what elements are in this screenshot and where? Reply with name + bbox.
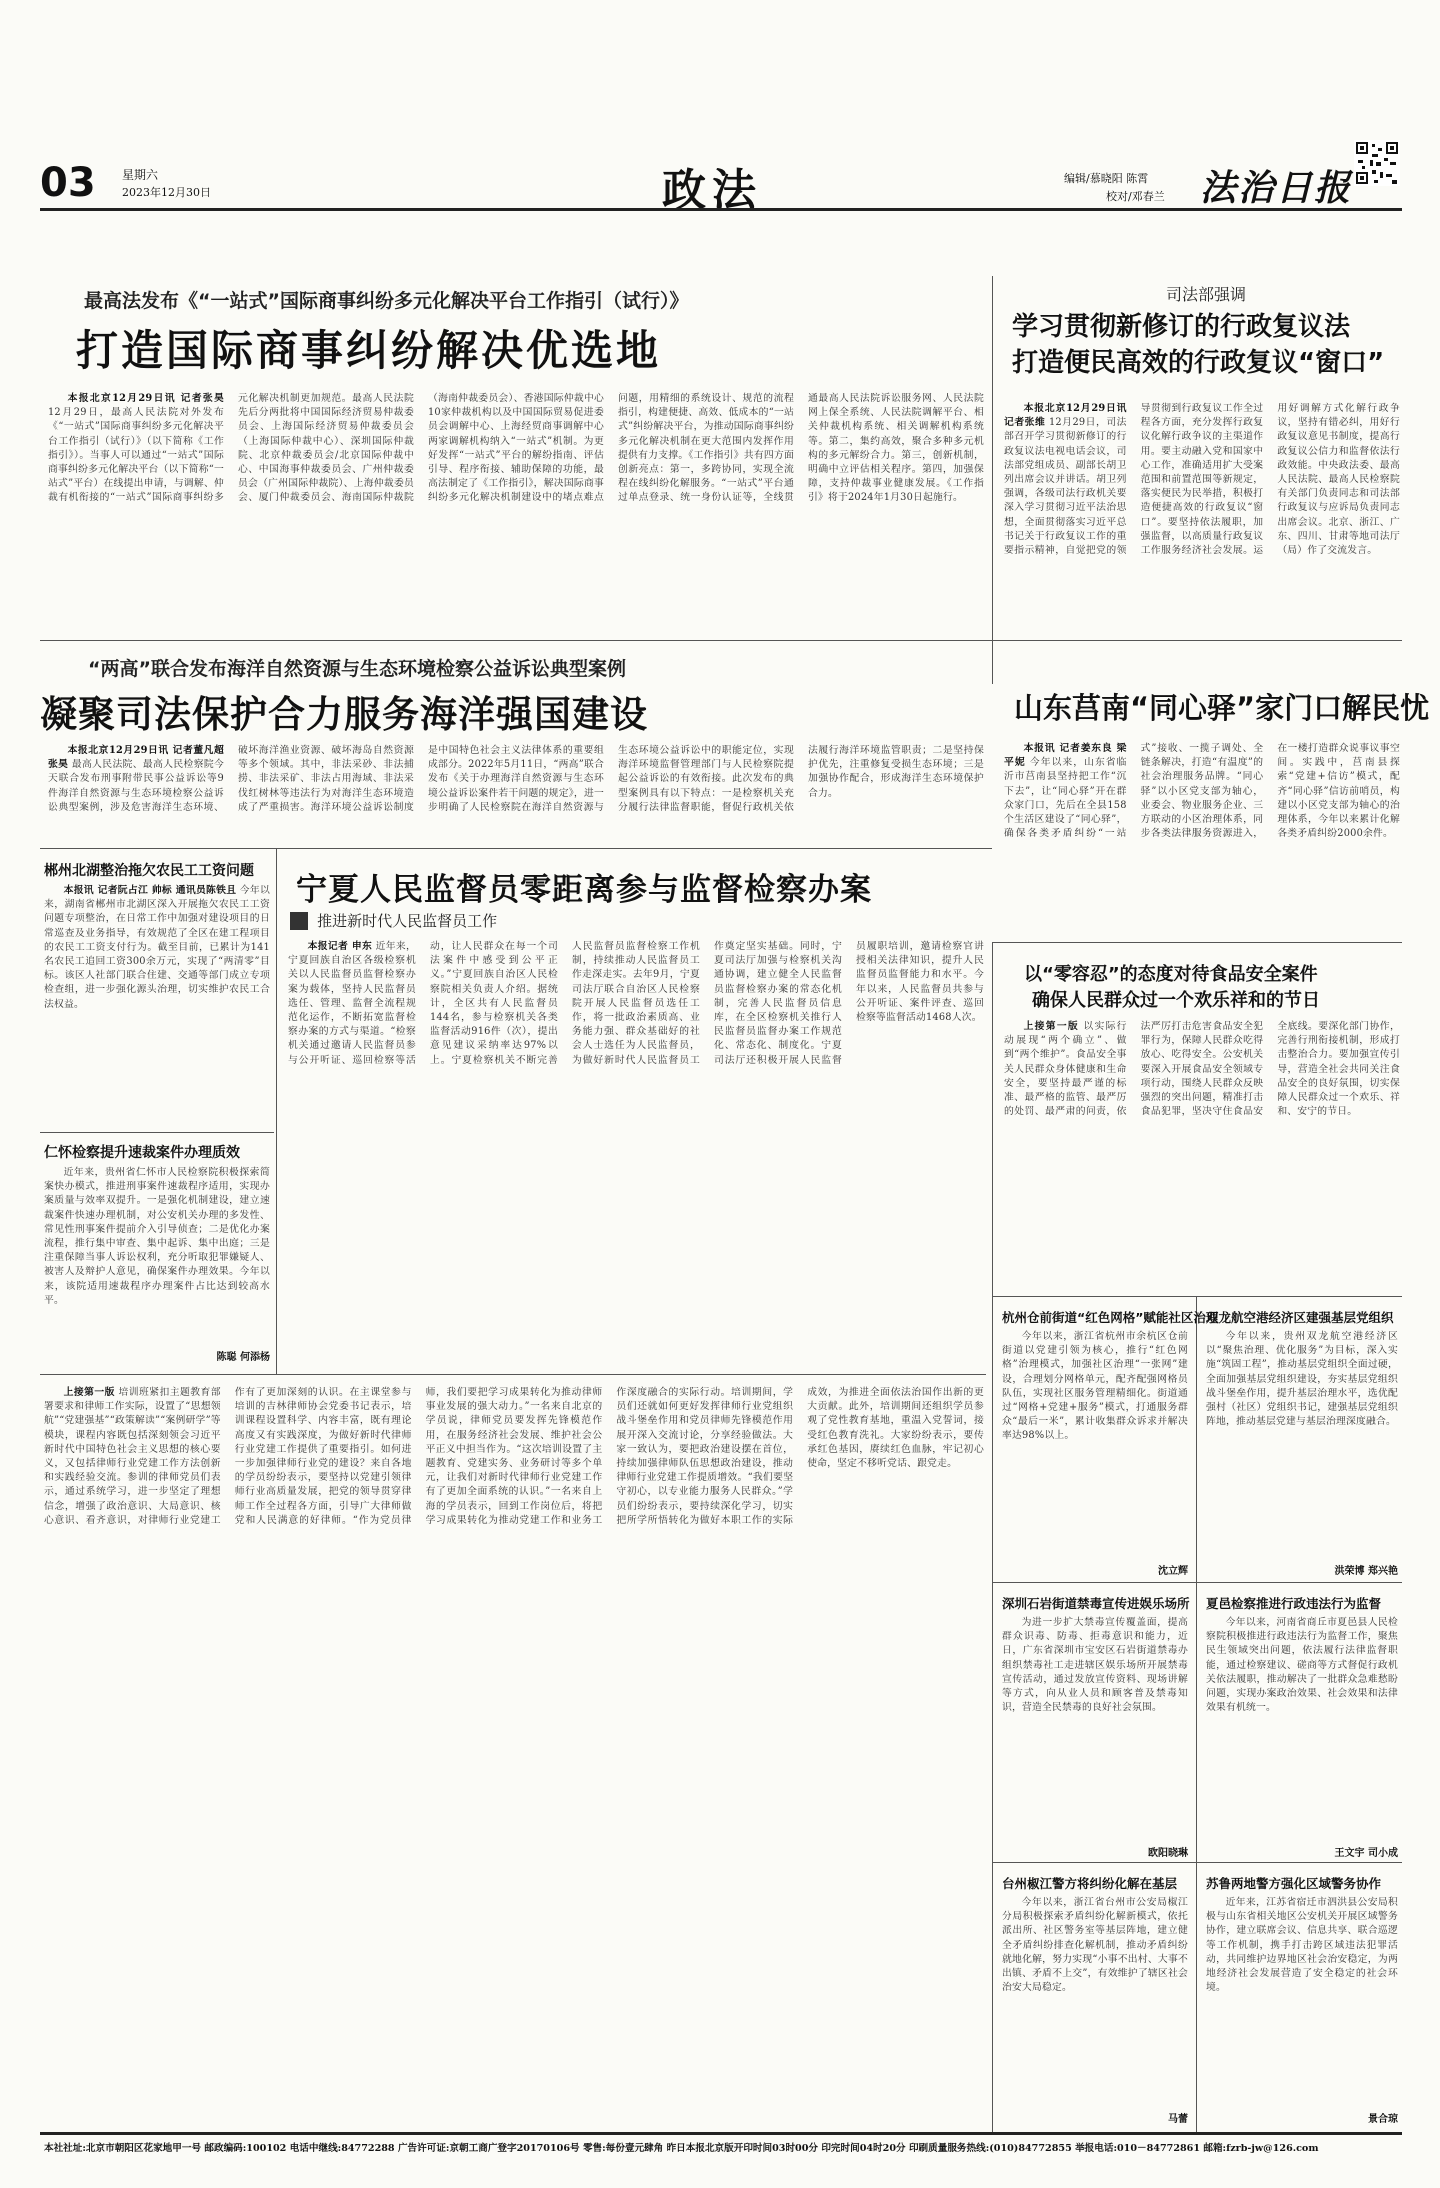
renhuai-body (44, 1166, 270, 1348)
chenzhou-byline: 本报讯 记者阮占江 帅标 通讯员陈铁且 (63, 885, 237, 896)
weekday: 星期六 (122, 168, 159, 182)
lead-kicker: 最高法发布《“一站式”国际商事纠纷多元化解决平台工作指引（试行）》 (84, 290, 689, 312)
ningxia-headline: 宁夏人民监督员零距离参与监督检察办案 (296, 872, 872, 908)
juxian-headline: 山东莒南“同心驿”家门口解民忧 (1014, 691, 1430, 725)
renhuai-text: 近年来，贵州省仁怀市人民检察院积极探索简案快办模式，推进刑事案件速裁程序适用，实现办案质量与效率双提升。一是强化机制建设，建立速裁案件快速办理机制，对公安机关办理的多发性、常见性刑事案件提前介入引导侦查；二是优化办案流程，推行集中审查、集中起诉、集中出庭；三是注重保障当事人诉讼权利，充分听取犯罪嫌疑人、被害人及辩护人意见，确保案件办理效果。今年以来，该院适用速裁程序办理案件占比达到较高水平。 (44, 1167, 270, 1306)
hangzhou-body (1002, 1330, 1188, 1562)
suqian-signoff: 景合琼 (1368, 2114, 1398, 2125)
proof-credit: 校对/邓春兰 (1106, 190, 1165, 203)
rule-2 (40, 848, 992, 849)
col-rule-b (992, 942, 993, 2132)
shuanglong-text: 今年以来，贵州双龙航空港经济区以“聚焦治理、优化服务”为目标，深入实施“筑固工程”，推动基层党组织全面过硬，全面加强基层党组织建设，夯实基层党组织战斗堡垒作用，提升基层治理水平，选优配强村（社区）党组织书记，建强基层党组织阵地，推动基层党建与基层治理深度融合。 (1206, 1331, 1398, 1428)
moj-headline-2: 打造便民高效的行政复议“窗口” (1012, 348, 1385, 378)
xiayi-text: 今年以来，河南省商丘市夏邑县人民检察院积极推进行政违法行为监督工作，聚焦民生领域突出问题，依法履行法律监督职能，通过检察建议、磋商等方式督促行政机关依法履职，推动解决了一批群众急难愁盼问题，实现办案政治效果、社会效果和法律效果有机统一。 (1206, 1617, 1398, 1714)
rule-left-a (40, 1132, 274, 1133)
moj-headline-1: 学习贯彻新修订的行政复议法 (1012, 312, 1351, 342)
taizhou-body (1002, 1896, 1188, 2106)
col-rule-a (276, 848, 277, 1374)
lead-text: 12月29日，最高人民法院对外发布《“一站式”国际商事纠纷多元化解决平台工作指引（试行）》（以下简称《工作指引》）。当事人可以通过“一站式”国际商事纠纷多元化解决平台（以下简称“一站式”平台）在线提出申请，与调解、仲裁有机衔接的“一站式”国际商事纠纷多元化解决机制更加规范。最高人民法院先后分两批将中国国际经济贸易仲裁委员会、上海国际经济贸易仲裁委员会（上海国际仲裁中心）、深圳国际仲裁院、北京仲裁委员会/北京国际仲裁中心、中国海事仲裁委员会、广州仲裁委员会（广州国际仲裁院）、上海仲裁委员会、厦门仲裁委员会、海南国际仲裁院（海南仲裁委员会）、香港国际仲裁中心10家仲裁机构以及中国国际贸易促进委员会调解中心、上海经贸商事调解中心两家调解机构纳入“一站式”机制。为更好发挥“一站式”平台的解纷指南、评估引导、程序衔接、辅助保障的功能，最高法制定了《工作指引》，解决国际商事纠纷多元化解决机制建设中的堵点难点问题，用精细的系统设计、规范的流程指引，构建便捷、高效、低成本的“一站式”纠纷解决平台，为推动国际商事纠纷多元化解决机制在更大范围内发挥作用提供有力支撑。《工作指引》共有四方面创新亮点：第一，多跨协同，实现全流程在线纠纷化解服务。“一站式”平台通过单点登录、统一身份认证等，全线贯通最高人民法院诉讼服务网、人民法院网上保全系统、人民法院调解平台、相关仲裁机构系统、相关调解机构系统等。第二，集约高效，聚合多种多元机构的多元解纷合力。第三，创新机制，明确中立评估相关程序。第四，加强保障，支持仲裁事业健康发展。《工作指引》将于2024年1月30日起施行。 (48, 393, 984, 504)
masthead-rule (40, 208, 1402, 211)
taizhou-signoff: 马蕾 (1168, 2114, 1188, 2125)
food-headline-2: 确保人民群众过一个欢乐祥和的节日 (1032, 990, 1320, 1011)
series-icon (290, 912, 308, 930)
ocean-body (48, 744, 984, 844)
rule-4r (992, 1582, 1402, 1583)
ocean-headline: 凝聚司法保护合力服务海洋强国建设 (40, 693, 648, 736)
suqian-headline: 苏鲁两地警方强化区域警务协作 (1206, 1876, 1382, 1891)
shenzhen-signoff: 欧阳晓琳 (1148, 1848, 1188, 1859)
juxian-body (1004, 742, 1400, 930)
moj-kicker: 司法部强调 (1166, 285, 1247, 304)
newspaper-logo: 法治日报 (1200, 167, 1353, 209)
suqian-text: 近年来，江苏省宿迁市泗洪县公安局积极与山东省相关地区公安机关开展区域警务协作，建立联席会议、信息共享、联合巡逻等工作机制，携手打击跨区域违法犯罪活动，共同维护边界地区社会治安稳定，为两地经济社会发展营造了安全稳定的社会环境。 (1206, 1897, 1398, 1994)
rule-3 (40, 1374, 986, 1375)
hangzhou-signoff: 沈立辉 (1158, 1566, 1188, 1577)
shuanglong-headline: 双龙航空港经济区建强基层党组织 (1206, 1310, 1394, 1325)
shuanglong-body (1206, 1330, 1398, 1562)
food-headline-1: 以“零容忍”的态度对待食品安全案件 (1024, 964, 1318, 985)
renhuai-signoff: 陈聪 何添杨 (216, 1352, 270, 1363)
suqian-body (1206, 1896, 1398, 2106)
rule-5r (992, 1862, 1402, 1863)
editor-credit: 编辑/慕晓阳 陈霄 (1064, 172, 1149, 185)
juxian-byline: 本报讯 记者姜东良 梁平妮 (1004, 743, 1127, 769)
page-number: 03 (40, 160, 96, 206)
training-text: 培训班紧扣主题教育部署要求和律师工作实际，设置了“思想领航”“党建强基”“政策解读”“案例研学”等模块，课程内容既包括深刻领会习近平新时代中国特色社会主义思想的核心要义，又包括律师行业党建工作方法创新和实践经验交流。参训的律师党员们表示，通过系统学习，进一步坚定了理想信念，增强了政治意识、大局意识、核心意识、看齐意识，对律师行业党建工作有了更加深刻的认识。在主课堂参与培训的吉林律师协会党委书记表示，培训课程设置科学、内容丰富，既有理论高度又有实践深度，为做好新时代律师行业党建工作提供了重要指引。如何进一步加强律师行业党的建设？来自各地的学员纷纷表示，要坚持以党建引领律师行业高质量发展，把党的领导贯穿律师工作全过程各方面，引导广大律师做党和人民满意的好律师。“作为党员律师，我们要把学习成果转化为推动律师事业发展的强大动力。”一名来自北京的学员说，律师党员要发挥先锋模范作用，在服务经济社会发展、维护社会公平正义中担当作为。“这次培训设置了主题教育、党建实务、业务研讨等多个单元，让我们对新时代律师行业党建工作有了更加全面系统的认识。”一名来自上海的学员表示，回到工作岗位后，将把学习成果转化为推动党建工作和业务工作深度融合的实际行动。培训期间，学员们还就如何更好发挥律师行业党组织战斗堡垒作用和党员律师先锋模范作用展开深入交流讨论，分享经验做法。大家一致认为，要把政治建设摆在首位，持续加强律师队伍思想政治建设，推动律师行业党建工作提质增效。“我们要坚守初心，以专业能力服务人民群众。”学员们纷纷表示，要持续深化学习，切实把所学所悟转化为做好本职工作的实际成效，为推进全面依法治国作出新的更大贡献。此外，培训期间还组织学员参观了党性教育基地，重温入党誓词，接受红色教育洗礼。大家纷纷表示，要传承红色基因，赓续红色血脉，牢记初心使命，坚定不移听党话、跟党走。 (44, 1387, 984, 1526)
ningxia-byline: 本报记者 申东 (307, 941, 373, 952)
food-byline: 上接第一版 (1023, 1021, 1079, 1032)
footer-rule (40, 2132, 1402, 2135)
training-byline: 上接第一版 (63, 1387, 115, 1398)
ocean-byline: 本报北京12月29日讯 记者董凡超 张昊 (48, 745, 224, 771)
hangzhou-text: 今年以来，浙江省杭州市余杭区仓前街道以党建引领为核心，推行“红色网格”治理模式，加强社区治理“一张网”建设，合理划分网格单元，配齐配强网格员队伍，实现社区服务管理精细化。街道通过“网格+党建+服务”模式，打通服务群众“最后一米”，累计收集群众诉求并解决率达98%以上。 (1002, 1331, 1188, 1442)
xiayi-headline: 夏邑检察推进行政违法行为监督 (1206, 1596, 1382, 1611)
hangzhou-headline: 杭州仓前街道“红色网格”赋能社区治理 (1002, 1310, 1219, 1325)
shenzhen-text: 为进一步扩大禁毒宣传覆盖面，提高群众识毒、防毒、拒毒意识和能力，近日，广东省深圳市宝安区石岩街道禁毒办组织禁毒社工走进辖区娱乐场所开展禁毒宣传活动，通过发放宣传资料、现场讲解等方式，向从业人员和顾客普及禁毒知识，营造全民禁毒的良好社会氛围。 (1002, 1617, 1188, 1714)
ocean-text: 最高人民法院、最高人民检察院今天联合发布刑事附带民事公益诉讼等9件海洋自然资源与生态环境检察公益诉讼典型案例，涉及危害海洋生态环境、破坏海洋渔业资源、破坏海岛自然资源等多个领域。其中，非法采砂、非法捕捞、非法采矿、非法占用海域、非法采伐红树林等违法行为对海洋生态环境造成了严重损害。海洋环境公益诉讼制度是中国特色社会主义法律体系的重要组成部分。2022年5月11日，“两高”联合发布《关于办理海洋自然资源与生态环境公益诉讼案件若干问题的规定》，进一步明确了人民检察院在海洋自然资源与生态环境公益诉讼中的职能定位，实现海洋环境监督管理部门与人民检察院提起公益诉讼的有效衔接。此次发布的典型案例具有以下特点：一是检察机关充分履行法律监督职能，督促行政机关依法履行海洋环境监管职责；二是坚持保护优先，注重修复受损生态环境；三是加强协作配合，形成海洋生态环境保护合力。 (48, 745, 984, 813)
food-body (1004, 1020, 1400, 1288)
taizhou-text: 今年以来，浙江省台州市公安局椒江分局积极探索矛盾纠纷化解新模式，依托派出所、社区警务室等基层阵地，建立健全矛盾纠纷排查化解机制，推动矛盾纠纷就地化解，努力实现“小事不出村、大事不出镇、矛盾不上交”，有效维护了辖区社会治安大局稳定。 (1002, 1897, 1188, 1994)
food-text: 以实际行动展现“两个确立”、做到“两个维护”。食品安全事关人民群众身体健康和生命安全，要坚持最严谨的标准、最严格的监管、最严厉的处罚、最严肃的问责，依法严厉打击危害食品安全犯罪行为，保障人民群众吃得放心、吃得安全。公安机关要深入开展食品安全领域专项行动，围绕人民群众反映强烈的突出问题，精准打击食品犯罪，坚决守住食品安全底线。要深化部门协作，完善行刑衔接机制，形成打击整治合力。要加强宣传引导，营造全社会共同关注食品安全的良好氛围，切实保障人民群众过一个欢乐、祥和、安宁的节日。 (1004, 1021, 1400, 1118)
shuanglong-signoff: 洪荣博 郑兴艳 (1334, 1566, 1398, 1577)
xiayi-signoff: 王文宇 司小成 (1334, 1848, 1398, 1859)
lead-body (48, 392, 984, 628)
qr-code-icon (1354, 140, 1400, 186)
lead-byline: 本报北京12月29日讯 记者张昊 (67, 393, 224, 404)
chenzhou-body (44, 884, 270, 1124)
col-rule-c (1196, 1296, 1197, 2132)
moj-body (1004, 402, 1400, 638)
ningxia-text: 近年来，宁夏回族自治区各级检察机关以人民监督员监督检察办案为载体，坚持人民监督员选任、管理、监督全流程规范化运作，不断拓宽监督检察办案的方式与渠道。“检察机关通过邀请人民监督员参与公开听证、巡回检察等活动，让人民群众在每一个司法案件中感受到公平正义。”宁夏回族自治区人民检察院相关负责人介绍。据统计，全区共有人民监督员144名，参与检察机关各类监督活动916件（次），提出意见建议采纳率达97%以上。宁夏检察机关不断完善人民监督员监督检察工作机制，持续推动人民监督员工作走深走实。去年9月，宁夏司法厅联合自治区人民检察院开展人民监督员选任工作，将一批政治素质高、业务能力强、群众基础好的社会人士选任为人民监督员，为做好新时代人民监督员工作奠定坚实基础。同时，宁夏司法厅加强与检察机关沟通协调，建立健全人民监督员监督检察办案的常态化机制，完善人民监督员信息库，在全区检察机关推行人民监督员监督办案工作规范化、常态化、制度化。宁夏司法厅还积极开展人民监督员履职培训，邀请检察官讲授相关法律知识，提升人民监督员监督能力和水平。今年以来，人民监督员共参与公开听证、案件评查、巡回检察等监督活动1468人次。 (288, 941, 984, 1066)
footer-info: 本社社址:北京市朝阳区花家地甲一号 邮政编码:100102 电话中继线:84772288 广告许可证:京朝工商广登字20170106号 零售:每份壹元肆角 昨日本报北京版开印时间03时00分 印完时间04时20分 印刷质量服务热线:(010)84772855 举报电话:010－84772861 邮箱:fzrb-jw@126.com (44, 2143, 1319, 2154)
juxian-text: 今年以来，山东省临沂市莒南县坚持把工作“沉下去”，让“同心驿”开在群众家门口，先后在全县158个生活区建设了“同心驿”，确保各类矛盾纠纷“一站式”接收、一揽子调处、全链条解决，打造“有温度”的社会治理服务品牌。“同心驿”以小区党支部为轴心，业委会、物业服务企业、三方联动的小区治理体系，同步各类法律服务资源进入，在一楼打造群众说事议事空间。实践中，莒南县探索“党建+信访”模式，配齐“同心驿”信访前哨员，构建以小区党支部为轴心的治理体系，今年以来累计化解各类矛盾纠纷2000余件。 (1004, 743, 1400, 840)
training-body (44, 1386, 984, 2122)
xiayi-body (1206, 1616, 1398, 1842)
series-tag (290, 910, 690, 934)
series-label: 推进新时代人民监督员工作 (317, 912, 498, 930)
rule-1 (40, 640, 992, 641)
ningxia-body (288, 940, 984, 1364)
shenzhen-body (1002, 1616, 1188, 1842)
renhuai-headline: 仁怀检察提升速裁案件办理质效 (44, 1145, 240, 1161)
lead-headline: 打造国际商事纠纷解决优选地 (76, 326, 662, 375)
moj-byline: 本报北京12月29日讯 记者张维 (1004, 403, 1127, 429)
col-rule-right (992, 276, 993, 684)
rule-3r (992, 1296, 1402, 1297)
chenzhou-text: 今年以来，湖南省郴州市北湖区深入开展拖欠农民工工资问题专项整治，在日常工作中加强对建设项目的日常巡查及业务指导，有效规范了全区在建工程项目的农民工工资支付行为。截至目前，已累计为141名农民工追回工资300余万元，实现了“两清零”目标。该区人社部门联合住建、交通等部门成立专项检查组，进一步强化源头治理，切实维护农民工合法权益。 (44, 885, 270, 1010)
shenzhen-headline: 深圳石岩街道禁毒宣传进娱乐场所 (1002, 1596, 1190, 1611)
moj-text: 12月29日，司法部召开学习贯彻新修订的行政复议法电视电话会议，司法部党组成员、副部长胡卫列出席会议并讲话。胡卫列强调，各级司法行政机关要深入学习贯彻习近平法治思想，全面贯彻落实习近平总书记关于行政复议工作的重要指示精神，自觉把党的领导贯彻到行政复议工作全过程各方面，充分发挥行政复议化解行政争议的主渠道作用。要主动融入党和国家中心工作，准确适用扩大受案范围和前置范围等新规定，落实便民为民举措，积极打造便捷高效的行政复议“窗口”。要坚持依法履职，加强监督，以高质量行政复议工作服务经济社会发展。运用好调解方式化解行政争议，坚持有错必纠，用好行政复议意见书制度，提高行政复议公信力和监督依法行政效能。中央政法委、最高人民法院、最高人民检察院有关部门负责同志和司法部行政复议与应诉局负责同志出席会议。北京、浙江、广东、四川、甘肃等地司法厅（局）作了交流发言。 (1004, 403, 1400, 557)
rule-1r (992, 640, 1402, 641)
taizhou-headline: 台州椒江警方将纠纷化解在基层 (1002, 1876, 1178, 1891)
ocean-kicker: “两高”联合发布海洋自然资源与生态环境检察公益诉讼典型案例 (88, 658, 626, 680)
section-title: 政法 (662, 165, 762, 216)
chenzhou-headline: 郴州北湖整治拖欠农民工工资问题 (44, 863, 254, 879)
rule-2r (992, 942, 1402, 943)
masthead (40, 152, 1400, 216)
issue-date: 2023年12月30日 (122, 186, 211, 199)
